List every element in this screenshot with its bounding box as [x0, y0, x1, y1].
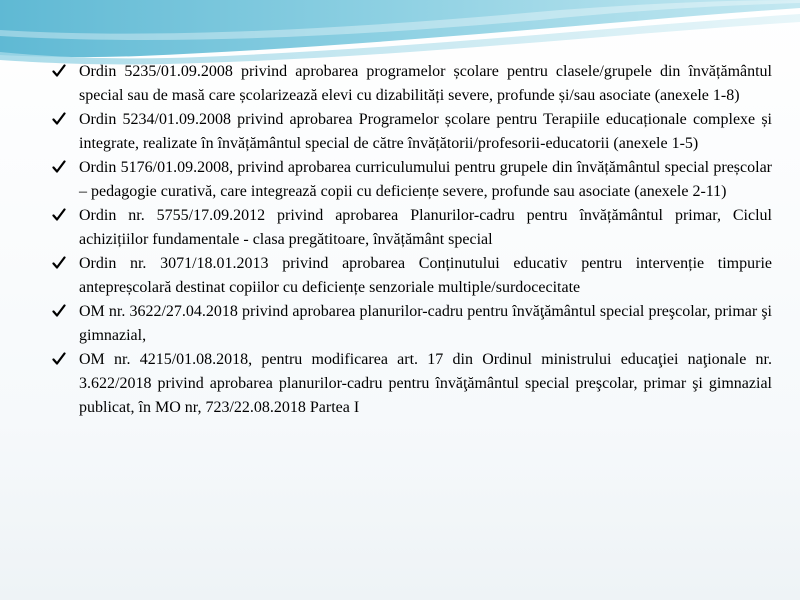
list-item	[52, 204, 772, 252]
list-item-text: Ordin 5235/01.09.2008 privind aprobarea programelor școlare pentru clasele/grupele din învățământul special sau de masă care școlarizează elevi cu dizabilități severe, profunde și/sau asociate (anexele 1-8)	[79, 63, 772, 104]
list-item	[52, 60, 772, 108]
list-item-text: Ordin nr. 5755/17.09.2012 privind aprobarea Planurilor-cadru pentru învățământul primar, Ciclul achizițiilor fundamentale - clasa pregătitoare, învățământ special	[79, 207, 772, 248]
checkmark-icon	[52, 64, 66, 78]
list-item-text: Ordin nr. 3071/18.01.2013 privind aprobarea Conținutului educativ pentru intervenție timpurie antepreșcolară destinat copiilor cu deficiențe senzoriale multiple/surdocecitate	[79, 255, 772, 296]
checkmark-icon	[52, 208, 66, 222]
list-item-text: Ordin 5176/01.09.2008, privind aprobarea curriculumului pentru grupele din învățământul special preșcolar – pedagogie curativă, care integrează copii cu deficiențe severe, profunde sau asociate (anexele 2-11)	[79, 159, 772, 200]
checkmark-icon	[52, 160, 66, 174]
list-item	[52, 300, 772, 348]
list-item-text: OM nr. 4215/01.08.2018, pentru modificarea art. 17 din Ordinul ministrului educaţiei naţionale nr. 3.622/2018 privind aprobarea planurilor-cadru pentru învăţământul special preşcolar, primar şi gimnazial publicat, în MO nr, 723/22.08.2018 Partea I	[79, 351, 772, 416]
list-item-text: OM nr. 3622/27.04.2018 privind aprobarea planurilor-cadru pentru învăţământul special preşcolar, primar şi gimnazial,	[79, 303, 772, 344]
list-item-text: Ordin 5234/01.09.2008 privind aprobarea Programelor școlare pentru Terapiile educaționale complexe și integrate, realizate în învățământul special de către învățătorii/profesorii-educatorii (anexele 1-5)	[79, 111, 772, 152]
checkmark-icon	[52, 112, 66, 126]
checkmark-icon	[52, 304, 66, 318]
list-item	[52, 156, 772, 204]
list-item	[52, 108, 772, 156]
list-item	[52, 252, 772, 300]
checkmark-icon	[52, 352, 66, 366]
legislation-list	[52, 60, 772, 420]
checkmark-icon	[52, 256, 66, 270]
list-item	[52, 348, 772, 420]
